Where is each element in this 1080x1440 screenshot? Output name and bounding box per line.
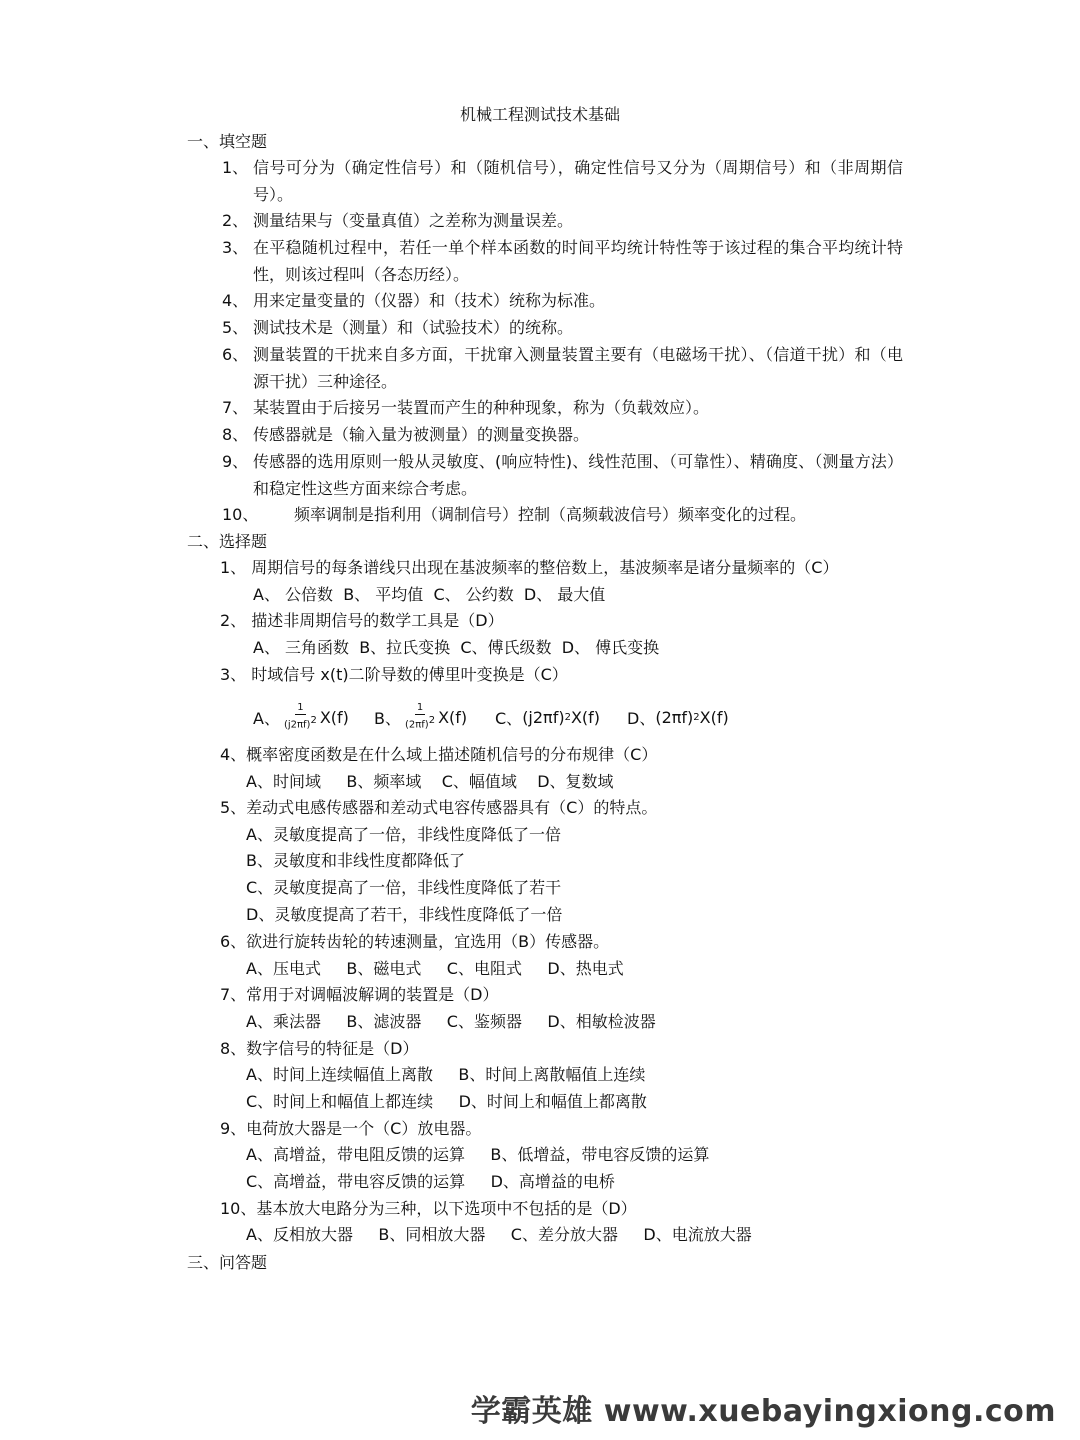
numerator: 1	[297, 702, 304, 714]
option-tail: X(f)	[319, 707, 349, 727]
option-base: (j2πf)	[522, 707, 565, 727]
fraction	[282, 702, 319, 731]
item-text: 频率调制是指利用（调制信号）控制（高频载波信号）频率变化的过程。	[294, 505, 807, 524]
choice-options: A、乘法器 B、滤波器 C、鉴频器 D、相敏检波器	[246, 1012, 656, 1031]
item-text: 传感器就是（输入量为被测量）的测量变换器。	[253, 425, 590, 444]
option-label: B、	[374, 708, 401, 728]
item-text: 信号可分为（确定性信号）和（随机信号），确定性信号又分为（周期信号）和（非周期信号）。	[253, 158, 903, 204]
item-number: 6、	[222, 345, 249, 364]
option-base: (2πf)	[655, 707, 694, 727]
formula-option-a	[253, 700, 349, 734]
formula-option-b	[374, 700, 467, 734]
choice-question: 10、基本放大电路分为三种，以下选项中不包括的是（D）	[220, 1199, 637, 1218]
item-text: 测试技术是（测量）和（试验技术）的统称。	[253, 318, 574, 337]
fraction	[403, 702, 437, 731]
denominator	[282, 715, 319, 731]
choice-options: A、时间上连续幅值上离散 B、时间上离散幅值上连续	[246, 1065, 646, 1084]
formula-option-d	[627, 700, 729, 734]
item-number: 10、	[222, 505, 259, 524]
choice-options: C、灵敏度提高了一倍，非线性度降低了若干	[246, 878, 562, 897]
choice-question: 6、欲进行旋转齿轮的转速测量，宜选用（B）传感器。	[220, 932, 610, 951]
choice-question: 9、电荷放大器是一个（C）放电器。	[220, 1119, 482, 1138]
page-title: 机械工程测试技术基础	[459, 105, 620, 124]
choice-options: C、时间上和幅值上都连续 D、时间上和幅值上都离散	[246, 1092, 647, 1111]
item-text: 用来定量变量的（仪器）和（技术）统称为标准。	[253, 291, 606, 310]
option-tail: X(f)	[699, 707, 729, 727]
choice-options: D、灵敏度提高了若干，非线性度降低了一倍	[246, 905, 563, 924]
item-number: 1、	[222, 158, 249, 177]
item-number: 4、	[222, 291, 249, 310]
exponent: 2	[693, 711, 700, 723]
choice-question: 2、 描述非周期信号的数学工具是（D）	[220, 611, 504, 630]
section-heading-qa: 三、问答题	[187, 1253, 268, 1272]
choice-options: A、高增益，带电阻反馈的运算 B、低增益，带电容反馈的运算	[246, 1145, 710, 1164]
item-number: 8、	[222, 425, 249, 444]
option-tail: X(f)	[438, 707, 468, 727]
section-heading-fill: 一、填空题	[187, 132, 268, 151]
choice-options: A、压电式 B、磁电式 C、电阻式 D、热电式	[246, 959, 624, 978]
choice-question: 8、数字信号的特征是（D）	[220, 1039, 419, 1058]
option-label: C、	[495, 708, 523, 728]
choice-options: A、 公倍数 B、 平均值 C、 公约数 D、 最大值	[253, 585, 606, 604]
choice-question: 5、差动式电感传感器和差动式电容传感器具有（C）的特点。	[220, 798, 658, 817]
item-text: 在平稳随机过程中，若任一单个样本函数的时间平均统计特性等于该过程的集合平均统计特性，则该过程叫（各态历经）。	[253, 238, 903, 284]
denominator-base: (2πf)	[404, 719, 429, 731]
item-number: 5、	[222, 318, 249, 337]
exponent: 2	[310, 715, 317, 727]
item-number: 9、	[222, 452, 249, 471]
site-watermark: 学霸英雄 www.xuebayingxiong.com	[470, 1394, 1056, 1429]
item-number: 7、	[222, 398, 249, 417]
item-text: 某装置由于后接另一装置而产生的种种现象，称为（负载效应）。	[253, 398, 710, 417]
item-text: 测量结果与（变量真值）之差称为测量误差。	[253, 211, 574, 230]
choice-options: A、灵敏度提高了一倍，非线性度降低了一倍	[246, 825, 561, 844]
formula-option-c	[495, 700, 600, 734]
item-text: 传感器的选用原则一般从灵敏度、(响应特性)、线性范围、（可靠性）、精确度、（测量方法）和稳定性这些方面来综合考虑。	[253, 452, 903, 498]
choice-options: A、时间域 B、频率域 C、幅值域 D、复数域	[246, 772, 614, 791]
item-number: 3、	[222, 238, 249, 257]
choice-question: 7、常用于对调幅波解调的装置是（D）	[220, 985, 499, 1004]
exponent: 2	[428, 715, 436, 727]
option-tail: X(f)	[570, 707, 601, 727]
exponent: 2	[564, 711, 571, 723]
option-label: D、	[627, 708, 656, 728]
denominator	[403, 715, 437, 731]
item-text: 测量装置的干扰来自多方面，干扰窜入测量装置主要有（电磁场干扰）、（信道干扰）和（电源干扰）三种途径。	[253, 345, 903, 391]
choice-options: B、灵敏度和非线性度都降低了	[246, 851, 465, 870]
choice-question: 4、概率密度函数是在什么域上描述随机信号的分布规律（C）	[220, 745, 658, 764]
denominator-base: (j2πf)	[283, 719, 311, 731]
choice-options: A、反相放大器 B、同相放大器 C、差分放大器 D、电流放大器	[246, 1225, 752, 1244]
section-heading-choice: 二、选择题	[187, 532, 268, 551]
choice-options: C、高增益，带电容反馈的运算 D、高增益的电桥	[246, 1172, 615, 1191]
choice-options: A、 三角函数 B、拉氏变换 C、傅氏级数 D、 傅氏变换	[253, 638, 660, 657]
choice-question: 1、 周期信号的每条谱线只出现在基波频率的整倍数上，基波频率是诸分量频率的（C）	[220, 558, 839, 577]
choice-question: 3、 时域信号 x(t)二阶导数的傅里叶变换是（C）	[220, 665, 568, 684]
option-label: A、	[253, 708, 280, 728]
item-number: 2、	[222, 211, 249, 230]
numerator: 1	[416, 702, 424, 714]
